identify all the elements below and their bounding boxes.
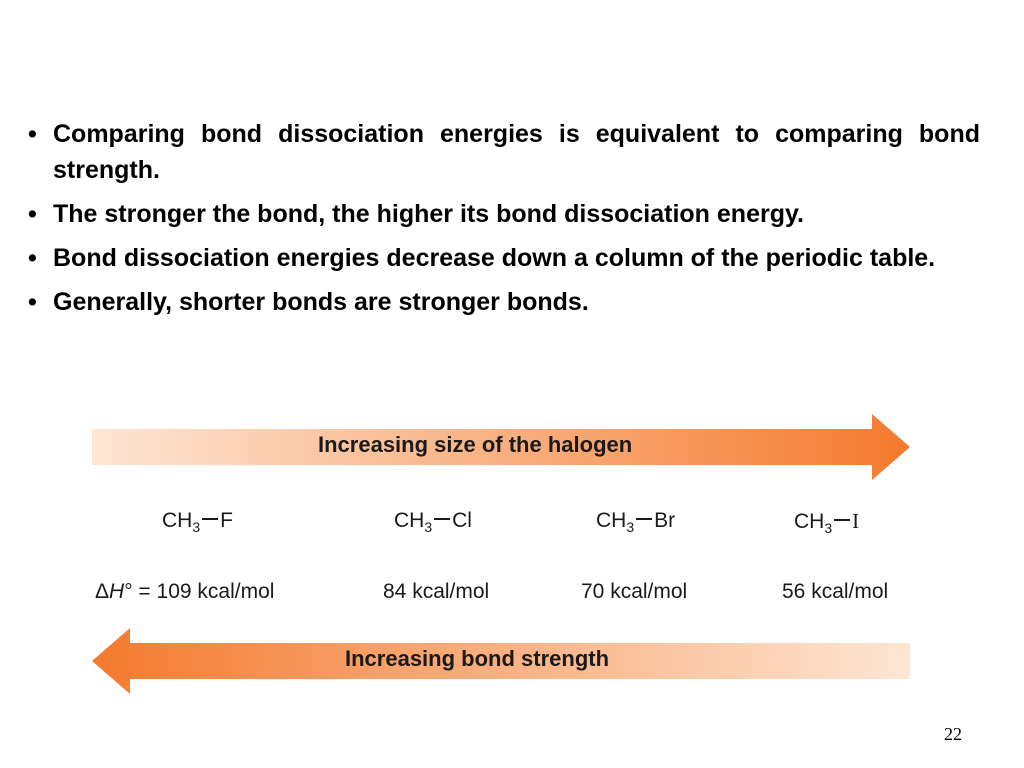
bond-strength-label: Increasing bond strength <box>345 646 610 671</box>
energy-value: 84 kcal/mol <box>383 580 490 603</box>
bullet-item <box>28 196 980 232</box>
page-number: 22 <box>944 724 962 744</box>
bullet-dot: • <box>28 288 37 316</box>
energy-value: 109 kcal/mol <box>156 580 275 603</box>
bullet-text: Bond dissociation energies decrease down a column of the periodic table. <box>53 244 936 272</box>
enthalpy-symbol: H <box>109 580 125 603</box>
formula-base: CH <box>794 510 825 533</box>
formula-subscript: 3 <box>626 519 635 535</box>
bond-dash <box>636 518 652 520</box>
bond-dash <box>434 518 450 520</box>
formula-subscript: 3 <box>192 519 201 535</box>
formula-base: CH <box>394 509 425 532</box>
formula-base: CH <box>596 509 627 532</box>
energy-value: 70 kcal/mol <box>581 580 688 603</box>
bullet-dot: • <box>28 120 37 148</box>
halogen-symbol: Cl <box>452 509 472 532</box>
bullet-text: The stronger the bond, the higher its bond dissociation energy. <box>53 200 804 228</box>
formula-ch3f <box>162 509 233 535</box>
energy-ch3i <box>782 580 888 604</box>
halogen-symbol: F <box>220 509 233 532</box>
formula-subscript: 3 <box>824 520 833 536</box>
bullet-item <box>28 284 980 320</box>
energy-ch3br <box>581 580 687 604</box>
halogen-size-label: Increasing size of the halogen <box>318 432 633 457</box>
bond-dash <box>202 518 218 520</box>
bullet-text: Generally, shorter bonds are stronger bonds. <box>53 288 589 316</box>
bond-dash <box>834 519 850 521</box>
bullet-item <box>28 116 980 188</box>
energy-value: 56 kcal/mol <box>782 580 889 603</box>
energy-ch3cl <box>383 580 489 604</box>
formula-subscript: 3 <box>424 519 433 535</box>
halogen-symbol: I <box>852 509 860 533</box>
enthalpy-prefix: ΔH° = <box>95 580 157 603</box>
formula-ch3cl <box>394 509 472 535</box>
bullet-list <box>28 116 980 328</box>
formula-ch3i <box>794 509 859 536</box>
bullet-dot: • <box>28 244 37 272</box>
halogen-symbol: Br <box>654 509 676 532</box>
energy-ch3f <box>95 580 274 604</box>
formula-base: CH <box>162 509 193 532</box>
bullet-dot: • <box>28 200 37 228</box>
formula-ch3br <box>596 509 675 535</box>
bullet-item <box>28 240 980 276</box>
bullet-text: Comparing bond dissociation energies is equivalent to comparing bond strength. <box>53 120 980 184</box>
